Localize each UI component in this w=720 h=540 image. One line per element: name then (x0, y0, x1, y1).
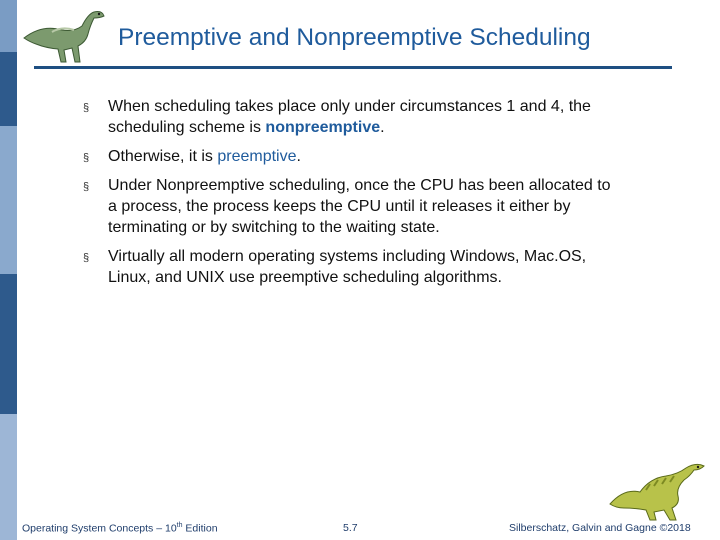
footer-course (22, 522, 218, 535)
bullet-marker: § (83, 102, 90, 114)
dinosaur-icon (606, 458, 710, 522)
bullet-list (83, 96, 623, 296)
left-color-bar (0, 0, 17, 540)
bullet-item (83, 246, 623, 288)
dinosaur-icon (22, 4, 114, 66)
bullet-highlight: nonpreemptive (265, 119, 381, 136)
footer-course-prefix: Operating System Concepts – 10 (22, 522, 177, 535)
bullet-text: Under Nonpreemptive scheduling, once the CPU has been allocated to a process, the process keeps the CPU until it releases it either by terminating or by switching to the waiting state. (108, 177, 611, 236)
bullet-text: Otherwise, it is (108, 148, 218, 165)
bar-segment (0, 126, 17, 274)
bullet-highlight: preemptive (217, 148, 297, 165)
bar-segment (0, 414, 17, 540)
footer-course-sup: th (176, 522, 183, 529)
footer-course-suffix: Edition (182, 522, 218, 535)
bullet-item (83, 96, 623, 138)
title-underline (34, 66, 672, 69)
bar-segment (0, 52, 17, 126)
bullet-marker: § (83, 181, 90, 193)
bullet-item (83, 146, 623, 167)
bullet-item (83, 175, 623, 238)
footer-copyright: Silberschatz, Galvin and Gagne ©2018 (509, 522, 691, 534)
bullet-text-end: . (296, 148, 301, 165)
bullet-marker: § (83, 152, 90, 164)
footer-page-number: 5.7 (343, 522, 358, 534)
bullet-text-end: . (380, 119, 385, 136)
bullet-marker: § (83, 252, 90, 264)
slide-title: Preemptive and Nonpreemptive Scheduling (118, 24, 591, 51)
bar-segment (0, 0, 17, 52)
bullet-text: When scheduling takes place only under circumstances 1 and 4, the scheduling scheme is (108, 98, 591, 136)
bar-segment (0, 274, 17, 414)
bullet-text: Virtually all modern operating systems including Windows, Mac.OS, Linux, and UNIX use preemptive scheduling algorithms. (108, 248, 587, 286)
